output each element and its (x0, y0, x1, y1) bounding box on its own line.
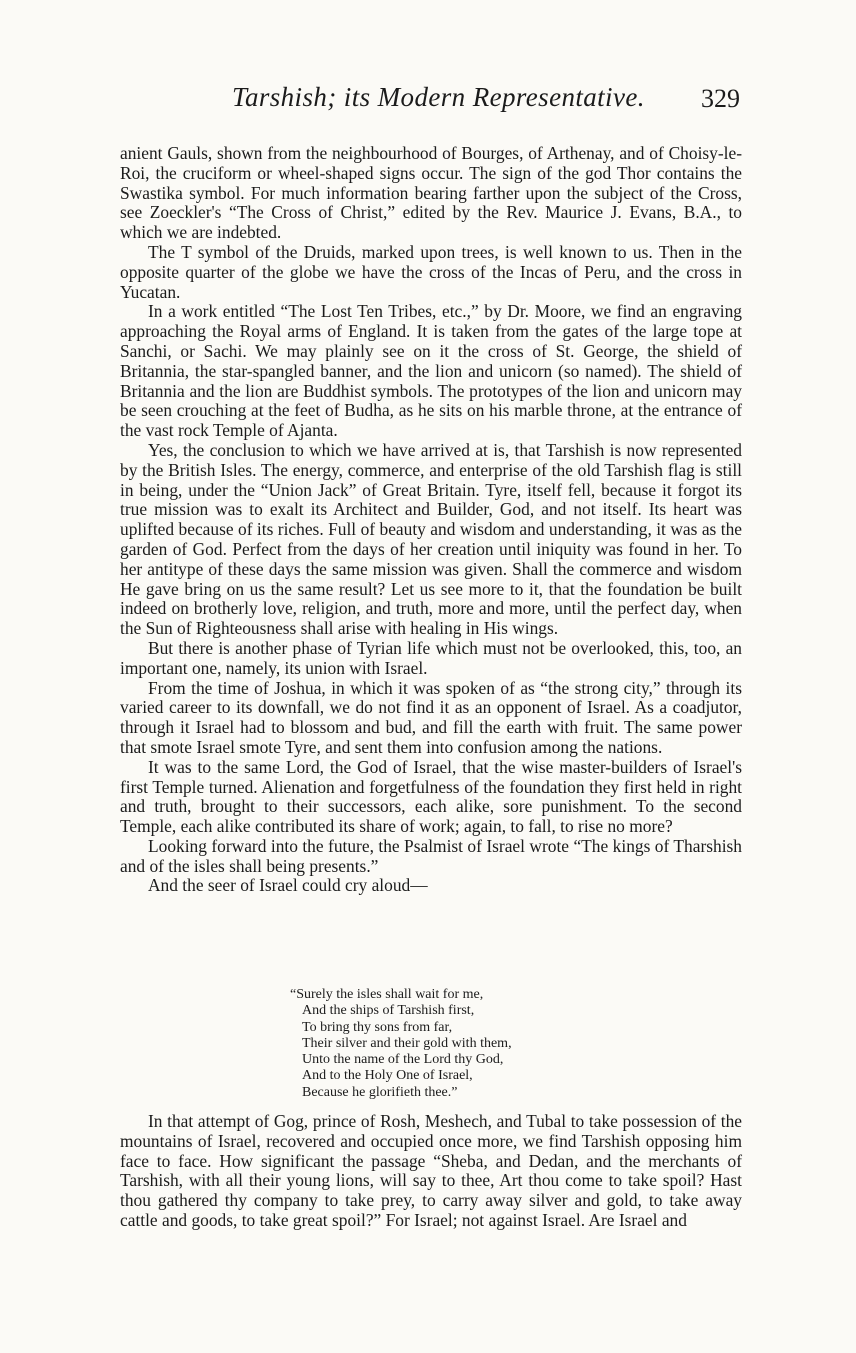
paragraph-3: In a work entitled “The Lost Ten Tribes, etc.,” by Dr. Moore, we find an engraving approaching the Royal arms of England. It is taken from the gates of the large tope at Sanchi, or Sachi. We may plainly see on it the cross of St. George, the shield of Britannia, the star-spangled banner, and the lion and unicorn (so named). The shield of Britannia and the lion are Buddhist symbols. The prototypes of the lion and unicorn may be seen crouching at the feet of Budha, as he sits on his marble throne, at the entrance of the vast rock Temple of Ajanta. (120, 301, 742, 441)
quote-line: “Surely the isles shall wait for me, (290, 987, 484, 1002)
closing-text (120, 1112, 742, 1231)
main-text (120, 144, 742, 896)
paragraph-8: Looking forward into the future, the Psalmist of Israel wrote “The kings of Tharshish and of the isles shall being presents.” (120, 835, 742, 876)
page-header (120, 82, 740, 122)
paragraph-10: In that attempt of Gog, prince of Rosh, Meshech, and Tubal to take possession of the mountains of Israel, recovered and occupied once more, we find Tarshish opposing him face to face. How significant the passage “Sheba, and Dedan, and the merchants of Tarshish, with all their young lions, will say to thee, Art thou come to take spoil? Hast thou gathered thy company to take prey, to carry away silver and gold, to take away cattle and goods, to take great spoil?” For Israel; not against Israel. Are Israel and (120, 1111, 742, 1230)
quote-line: Their silver and their gold with them, (302, 1035, 512, 1051)
quote-line: And to the Holy One of Israel, (302, 1068, 473, 1084)
paragraph-4: Yes, the conclusion to which we have arrived at is, that Tarshish is now represented by the British Isles. The energy, commerce, and enterprise of the old Tarshish flag is still in being, under the “Union Jack” of Great Britain. Tyre, itself fell, because it forgot its true mission was to exalt its Architect and Builder, God, and not itself. Its heart was uplifted because of its riches. Full of beauty and wisdom and understanding, it was as the garden of God. Perfect from the days of her creation until iniquity was found in her. To her antitype of these days the same mission was given. Shall the commerce and wisdom He gave bring on us the same result? Let us see more to it, that the foundation be built indeed on brotherly love, religion, and truth, more and more, until the perfect day, when the Sun of Righteousness shall arise with healing in His wings. (120, 439, 742, 639)
scripture-quote (290, 987, 610, 1101)
quote-line: Unto the name of the Lord thy God, (302, 1052, 504, 1068)
running-title: Tarshish; its Modern Representative. (232, 82, 645, 112)
paragraph-7: It was to the same Lord, the God of Israel, that the wise master-builders of Israel's first Temple turned. Alienation and forgetfulness of the foundation they first held in right and truth, brought to their successors, each alike, sore punishment. To the second Temple, each alike contributed its share of work; again, to fall, to rise no more? (120, 756, 742, 837)
quote-line: To bring thy sons from far, (302, 1019, 453, 1035)
paragraph-6: From the time of Joshua, in which it was spoken of as “the strong city,” through its varied career to its downfall, we do not find it as an opponent of Israel. As a coadjutor, through it Israel had to blossom and bud, and fill the earth with fruit. The same power that smote Israel smote Tyre, and sent them into confusion among the nations. (120, 677, 742, 757)
paragraph-5: But there is another phase of Tyrian life which must not be overlooked, this, too, an important one, namely, its union with Israel. (120, 637, 742, 678)
page-number: 329 (701, 84, 740, 113)
quote-line: And the ships of Tarshish first, (302, 1003, 475, 1019)
quote-line: Because he glorifieth thee.” (302, 1084, 458, 1100)
paragraph-9: And the seer of Israel could cry aloud— (148, 875, 428, 896)
paragraph-1: anient Gauls, shown from the neighbourhood of Bourges, of Arthenay, and of Choisy-le-Roi, the cruciform or wheel-shaped signs occur. The sign of the god Thor contains the Swastika symbol. For much information bearing farther upon the subject of the Cross, see Zoeckler's “The Cross of Christ,” edited by the Rev. Maurice J. Evans, B.A., to which we are indebted. (120, 143, 742, 243)
paragraph-2: The T symbol of the Druids, marked upon trees, is well known to us. Then in the opposite quarter of the globe we have the cross of the Incas of Peru, and the cross in Yucatan. (120, 241, 742, 302)
